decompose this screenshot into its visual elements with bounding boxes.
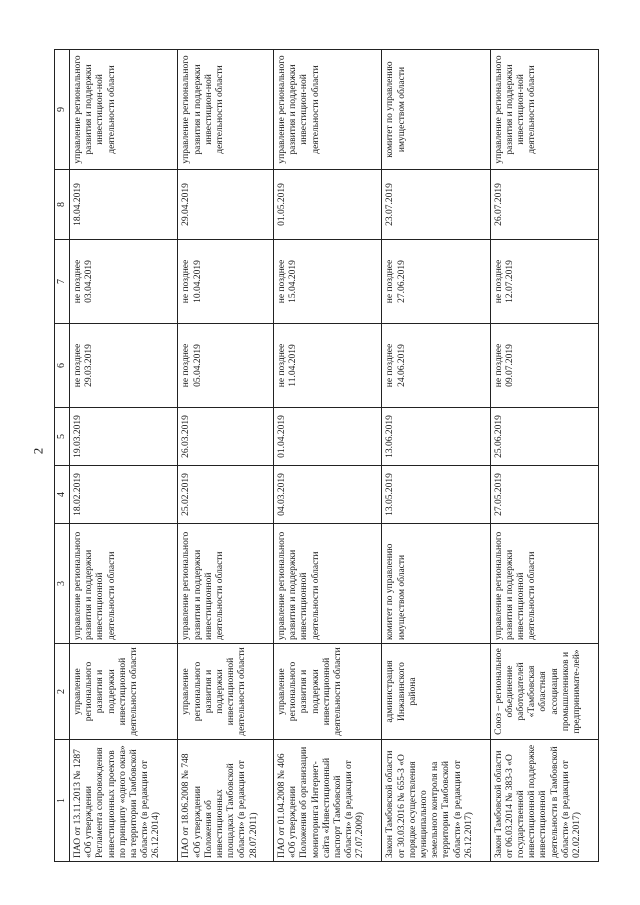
date-cell: 13.05.2019 bbox=[382, 466, 490, 524]
table-row bbox=[490, 50, 598, 862]
deadline-cell: не позднее 15.04.2019 bbox=[274, 240, 382, 324]
deadline-cell: не позднее 10.04.2019 bbox=[178, 240, 274, 324]
deadline-cell: не позднее 29.03.2019 bbox=[70, 324, 178, 408]
column-number: 3 bbox=[55, 524, 70, 644]
deadline-cell: не позднее 03.04.2019 bbox=[70, 240, 178, 324]
act-name: ПАО от 13.11.2013 № 1287 «Об утверждении Регламента сопровождения инвестиционных проектов по принципу «одного окна» на территории Тамбовской области» (в редакции от 26.12.2014) bbox=[70, 740, 178, 862]
deadline-cell: не позднее 27.06.2019 bbox=[382, 240, 490, 324]
column-number: 2 bbox=[55, 644, 70, 740]
date-cell: 26.03.2019 bbox=[178, 408, 274, 466]
date-cell: 29.04.2019 bbox=[178, 170, 274, 240]
date-cell: 26.07.2019 bbox=[490, 170, 598, 240]
document-sheet bbox=[54, 50, 599, 862]
act-name: ПАО от 18.06.2008 № 748 «Об утверждении Положения об инвестиционных площадках Тамбовской области» (в редакции от 28.07.2011) bbox=[178, 740, 274, 862]
act-name: ПАО от 01.04.2008 № 406 «Об утверждении Положения об организации мониторинга Интернет-сайта «Инвестиционный паспорт Тамбовской области» (в редакции от 27.07.2009) bbox=[274, 740, 382, 862]
table-row bbox=[178, 50, 274, 862]
date-cell: 01.05.2019 bbox=[274, 170, 382, 240]
initiator: управление регионального развития и поддержки инвестиционной деятельности области bbox=[178, 644, 274, 740]
initiator: Союз – региональное объединение работодателей «Тамбовская областная ассоциация промышленников и предпринимате-лей» bbox=[490, 644, 598, 740]
responsible-body: управление регионального развития и поддержки инвестиционной деятельности области bbox=[178, 524, 274, 644]
date-cell: 04.03.2019 bbox=[274, 466, 382, 524]
deadline-cell: не позднее 12.07.2019 bbox=[490, 240, 598, 324]
executor: управление регионального развития и поддержки инвестицион-ной деятельности области bbox=[70, 50, 178, 170]
column-number: 9 bbox=[55, 50, 70, 170]
responsible-body: управление регионального развития и поддержки инвестиционной деятельности области bbox=[70, 524, 178, 644]
responsible-body: управление регионального развития и поддержки инвестиционной деятельности области bbox=[274, 524, 382, 644]
date-cell: 18.02.2019 bbox=[70, 466, 178, 524]
executor: комитет по управлению имуществом области bbox=[382, 50, 490, 170]
deadline-cell: не позднее 11.04.2019 bbox=[274, 324, 382, 408]
deadline-cell: не позднее 09.07.2019 bbox=[490, 324, 598, 408]
column-numbers-row bbox=[55, 50, 70, 862]
column-number: 4 bbox=[55, 466, 70, 524]
date-cell: 18.04.2019 bbox=[70, 170, 178, 240]
column-number: 6 bbox=[55, 324, 70, 408]
date-cell: 13.06.2019 bbox=[382, 408, 490, 466]
date-cell: 19.03.2019 bbox=[70, 408, 178, 466]
act-name: Закон Тамбовской области от 30.03.2016 № 655-З «О порядке осуществления муниципального земельного контроля на территории Тамбовской области» (в редакции от 26.12.2017) bbox=[382, 740, 490, 862]
page-number: 2 bbox=[30, 447, 45, 455]
date-cell: 23.07.2019 bbox=[382, 170, 490, 240]
initiator: управление регионального развития и поддержки инвестиционной деятельности области bbox=[274, 644, 382, 740]
table-row bbox=[382, 50, 490, 862]
date-cell: 25.06.2019 bbox=[490, 408, 598, 466]
executor: управление регионального развития и поддержки инвестицион-ной деятельности области bbox=[274, 50, 382, 170]
date-cell: 27.05.2019 bbox=[490, 466, 598, 524]
executor: управление регионального развития и поддержки инвестицион-ной деятельности области bbox=[490, 50, 598, 170]
responsible-body: комитет по управлению имуществом области bbox=[382, 524, 490, 644]
act-name: Закон Тамбовской области от 06.03.2014 № 383-З «О государственной инвестиционной поддержке инвестиционной деятельности в Тамбовской области» (в редакции от 02.02.2017) bbox=[490, 740, 598, 862]
deadline-cell: не позднее 05.04.2019 bbox=[178, 324, 274, 408]
column-number: 1 bbox=[55, 740, 70, 862]
column-number: 5 bbox=[55, 408, 70, 466]
table-row bbox=[70, 50, 178, 862]
column-number: 8 bbox=[55, 170, 70, 240]
schedule-table bbox=[54, 49, 599, 862]
table-row bbox=[274, 50, 382, 862]
deadline-cell: не позднее 24.06.2019 bbox=[382, 324, 490, 408]
responsible-body: управление регионального развития и поддержки инвестиционной деятельности области bbox=[490, 524, 598, 644]
executor: управление регионального развития и поддержки инвестицион-ной деятельности области bbox=[178, 50, 274, 170]
initiator: администрация Инжавинского района bbox=[382, 644, 490, 740]
date-cell: 01.04.2019 bbox=[274, 408, 382, 466]
initiator: управление регионального развития и поддержки инвестиционной деятельности области bbox=[70, 644, 178, 740]
column-number: 7 bbox=[55, 240, 70, 324]
date-cell: 25.02.2019 bbox=[178, 466, 274, 524]
